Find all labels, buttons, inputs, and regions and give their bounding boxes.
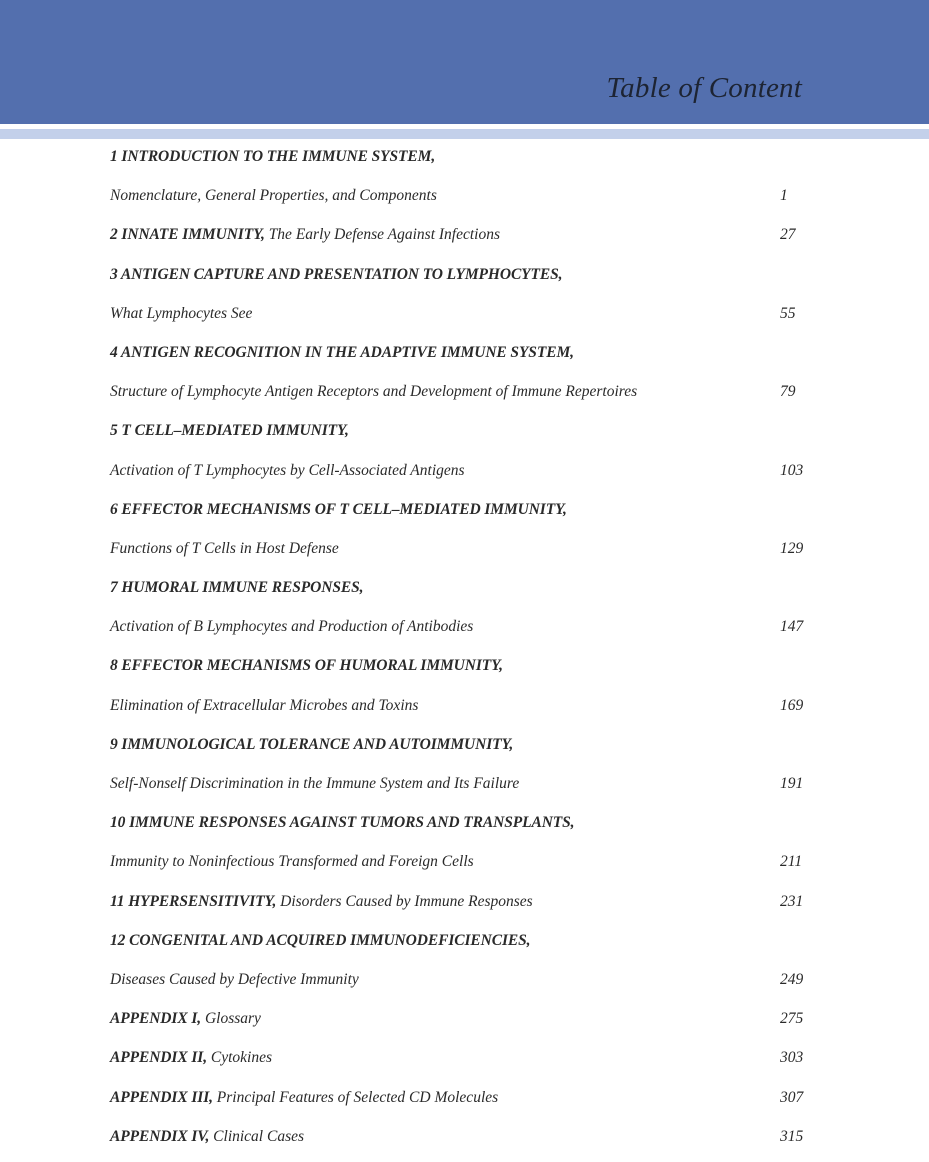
toc-line xyxy=(110,143,810,182)
chapter-heading: 2 INNATE IMMUNITY, xyxy=(110,226,265,244)
page-number: 169 xyxy=(780,696,804,714)
header-band xyxy=(0,0,929,124)
toc-line xyxy=(110,1084,810,1123)
appendix-heading: APPENDIX IV, xyxy=(110,1127,210,1145)
chapter-subtitle: Disorders Caused by Immune Responses xyxy=(276,892,533,910)
toc-line xyxy=(110,613,810,652)
page-number: 307 xyxy=(780,1088,804,1106)
chapter-heading: 1 INTRODUCTION TO THE IMMUNE SYSTEM, xyxy=(110,148,436,165)
appendix-heading: APPENDIX III, xyxy=(110,1088,213,1106)
chapter-heading: 9 IMMUNOLOGICAL TOLERANCE AND AUTOIMMUNITY, xyxy=(110,735,514,753)
toc-line xyxy=(110,261,810,300)
chapter-subtitle: Functions of T Cells in Host Defense xyxy=(110,539,339,557)
appendix-subtitle: Clinical Cases xyxy=(209,1127,305,1145)
chapter-subtitle: Nomenclature, General Properties, and Components xyxy=(110,187,437,205)
appendix-subtitle: Glossary xyxy=(201,1010,261,1028)
toc-line xyxy=(110,417,810,456)
page-number: 275 xyxy=(780,1010,804,1028)
page-number: 191 xyxy=(780,775,804,792)
toc-line xyxy=(110,457,810,496)
page-title: Table of Content xyxy=(606,72,802,104)
toc-line xyxy=(110,339,810,378)
chapter-heading: 7 HUMORAL IMMUNE RESPONSES, xyxy=(110,579,364,597)
chapter-subtitle: Self-Nonself Discrimination in the Immune System and Its Failure xyxy=(110,775,520,792)
chapter-subtitle: Elimination of Extracellular Microbes and Toxins xyxy=(110,696,419,714)
chapter-heading: 6 EFFECTOR MECHANISMS OF T CELL–MEDIATED IMMUNITY, xyxy=(110,500,567,518)
toc-line xyxy=(110,378,810,417)
chapter-subtitle: Activation of B Lymphocytes and Production of Antibodies xyxy=(110,618,474,636)
chapter-heading: 3 ANTIGEN CAPTURE AND PRESENTATION TO LYMPHOCYTES, xyxy=(110,265,563,283)
chapter-subtitle: Structure of Lymphocyte Antigen Receptors and Development of Immune Repertoires xyxy=(110,383,638,401)
page-number: 103 xyxy=(780,461,804,479)
page-number: 27 xyxy=(780,226,796,244)
chapter-heading: 4 ANTIGEN RECOGNITION IN THE ADAPTIVE IMMUNE SYSTEM, xyxy=(110,343,574,361)
chapter-subtitle: The Early Defense Against Infections xyxy=(264,226,500,244)
appendix-heading: APPENDIX I, xyxy=(110,1010,202,1028)
page-number: 303 xyxy=(780,1049,804,1067)
chapter-heading: 8 EFFECTOR MECHANISMS OF HUMORAL IMMUNITY, xyxy=(110,657,503,675)
chapter-subtitle: Immunity to Noninfectious Transformed and Foreign Cells xyxy=(110,853,474,871)
chapter-subtitle: Activation of T Lymphocytes by Cell-Associated Antigens xyxy=(110,461,465,479)
toc-line xyxy=(110,496,810,535)
toc-line xyxy=(110,221,810,260)
toc-line xyxy=(110,574,810,613)
page-number: 211 xyxy=(780,853,803,871)
page-number: 147 xyxy=(780,618,804,636)
toc-line xyxy=(110,1005,810,1044)
toc-line xyxy=(110,966,810,1005)
page-number: 79 xyxy=(780,383,796,401)
chapter-subtitle: Diseases Caused by Defective Immunity xyxy=(110,970,359,988)
toc-line xyxy=(110,652,810,691)
toc-line xyxy=(110,182,810,221)
toc-line xyxy=(110,1044,810,1083)
toc-line xyxy=(110,692,810,731)
chapter-heading: 5 T CELL–MEDIATED IMMUNITY, xyxy=(110,422,349,440)
page-number: 129 xyxy=(780,539,804,557)
page-number: 315 xyxy=(780,1127,804,1145)
toc-line xyxy=(110,535,810,574)
chapter-subtitle: What Lymphocytes See xyxy=(110,304,253,322)
toc-line xyxy=(110,888,810,927)
toc-line xyxy=(110,300,810,339)
page-number: 231 xyxy=(780,892,804,910)
page-number: 249 xyxy=(780,970,804,988)
chapter-heading: 11 HYPERSENSITIVITY, xyxy=(110,892,277,910)
header-stripe xyxy=(0,129,929,139)
page-number: 55 xyxy=(780,304,796,322)
chapter-heading: 10 IMMUNE RESPONSES AGAINST TUMORS AND TRANSPLANTS, xyxy=(110,814,575,832)
table-of-contents xyxy=(110,143,810,1162)
chapter-heading: 12 CONGENITAL AND ACQUIRED IMMUNODEFICIENCIES, xyxy=(110,931,531,949)
toc-line xyxy=(110,770,810,809)
appendix-subtitle: Cytokines xyxy=(207,1049,272,1067)
toc-line xyxy=(110,1123,810,1162)
page-number: 1 xyxy=(780,187,788,205)
toc-line xyxy=(110,809,810,848)
appendix-heading: APPENDIX II, xyxy=(110,1049,207,1067)
toc-line xyxy=(110,731,810,770)
toc-line xyxy=(110,848,810,887)
appendix-subtitle: Principal Features of Selected CD Molecules xyxy=(212,1088,499,1106)
toc-line xyxy=(110,927,810,966)
